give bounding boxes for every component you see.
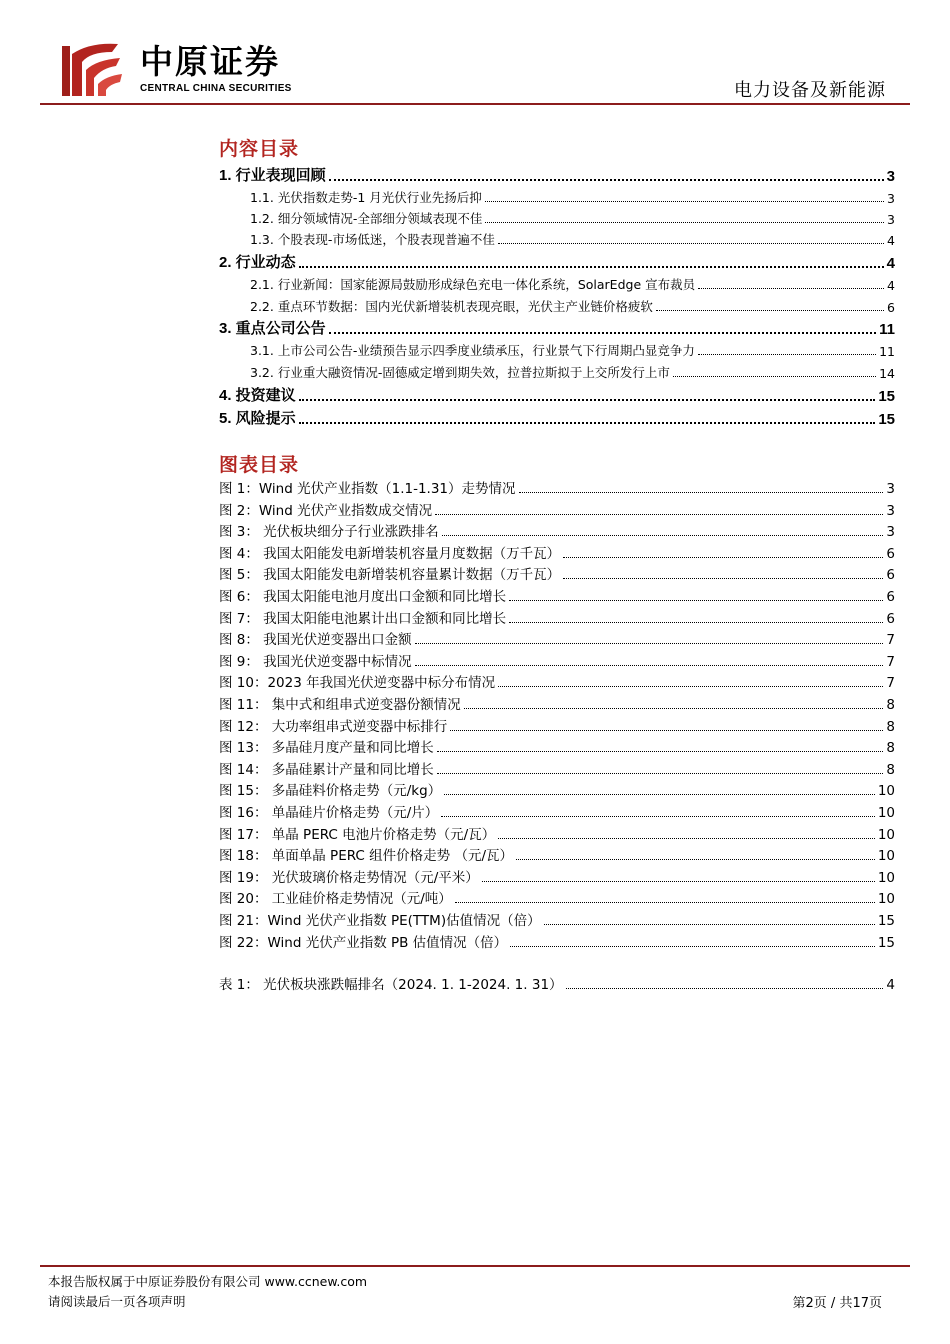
figure-list-item-page: 10	[877, 848, 895, 865]
toc-entry-section[interactable]	[250, 339, 895, 359]
dot-leader	[415, 665, 884, 666]
dot-leader	[698, 354, 876, 355]
figure-list-item-label: 图 6： 我国太阳能电池月度出口金额和同比增长	[219, 589, 507, 605]
figure-list-item-page: 3	[886, 481, 895, 497]
figure-list-item[interactable]	[219, 931, 895, 951]
dot-leader	[329, 332, 876, 334]
toc-entry-chapter-page: 3	[886, 168, 895, 185]
report-industry-title: 电力设备及新能源	[734, 80, 886, 101]
figure-list-item-page: 6	[886, 610, 895, 627]
toc-entry-chapter-label: 5. 风险提示	[219, 410, 296, 427]
figure-list-item-page: 3	[886, 524, 895, 541]
figure-list-item-label: 图 22：Wind 光伏产业指数 PB 估值情况（倍）	[219, 934, 508, 951]
toc-entry-section[interactable]	[250, 273, 895, 293]
toc-entry-chapter-page: 15	[878, 411, 895, 428]
figure-list-item-page: 8	[886, 697, 895, 713]
dot-leader	[563, 557, 883, 558]
figure-list-item-page: 8	[886, 718, 895, 735]
toc-entry-chapter[interactable]	[219, 406, 895, 428]
figure-list-item-label: 图 16： 单晶硅片价格走势（元/片）	[219, 805, 439, 821]
toc-entry-section[interactable]	[250, 295, 895, 315]
figure-list-item-page: 10	[877, 869, 895, 886]
dot-leader	[464, 708, 884, 709]
figure-list-item-page: 8	[886, 740, 895, 757]
figure-list-item[interactable]	[219, 909, 895, 929]
figure-list-item[interactable]	[219, 844, 895, 864]
table-list-item-page: 4	[886, 977, 895, 993]
figure-list-item[interactable]	[219, 628, 895, 648]
dot-leader	[329, 179, 884, 181]
figure-list-item[interactable]	[219, 499, 895, 519]
figure-list-item-label: 图 10：2023 年我国光伏逆变器中标分布情况	[219, 675, 496, 692]
toc-entry-section-page: 3	[887, 212, 895, 227]
company-logo	[60, 36, 320, 100]
dot-leader	[656, 310, 884, 311]
figure-list-item[interactable]	[219, 736, 895, 756]
figure-list-item-page: 7	[886, 653, 895, 670]
figure-list-item-label: 图 12： 大功率组串式逆变器中标排行	[219, 718, 448, 735]
toc-entry-section-label: 1.3. 个股表现-市场低迷，个股表现普遍不佳	[250, 232, 495, 247]
figure-list-item[interactable]	[219, 563, 895, 583]
dot-leader	[509, 622, 883, 623]
figure-list-item[interactable]	[219, 585, 895, 605]
figure-list-item[interactable]	[219, 671, 895, 691]
dot-leader	[485, 222, 884, 223]
figure-list-item[interactable]	[219, 715, 895, 735]
toc-entry-section[interactable]	[250, 186, 895, 206]
company-logo-english: CENTRAL CHINA SECURITIES	[140, 83, 292, 94]
figure-list-item-label: 图 17： 单晶 PERC 电池片价格走势（元/瓦）	[219, 826, 496, 843]
dot-leader	[442, 535, 884, 536]
dot-leader	[509, 600, 883, 601]
header-divider	[40, 103, 910, 105]
figure-list-item-page: 7	[886, 675, 895, 692]
figure-list-item-label: 图 14： 多晶硅累计产量和同比增长	[219, 761, 434, 778]
figure-list-item-page: 15	[877, 913, 895, 929]
figure-list-item-label: 图 9： 我国光伏逆变器中标情况	[219, 653, 412, 670]
footer-copyright: 本报告版权属于中原证券股份有限公司 www.ccnew.com	[48, 1274, 368, 1289]
toc-entry-chapter-page: 15	[878, 388, 895, 405]
dot-leader	[698, 288, 884, 289]
dot-leader	[498, 838, 875, 839]
figure-list-item-page: 6	[886, 545, 895, 562]
figure-list-item[interactable]	[219, 779, 895, 799]
figure-list-item-label: 图 7： 我国太阳能电池累计出口金额和同比增长	[219, 610, 507, 627]
figure-list-item-page: 10	[877, 805, 895, 821]
footer-divider	[40, 1265, 910, 1267]
toc-entry-chapter-label: 1. 行业表现回顾	[219, 167, 326, 184]
company-logo-icon	[60, 40, 130, 100]
dot-leader	[510, 946, 875, 947]
dot-leader	[415, 643, 884, 644]
dot-leader	[498, 686, 883, 687]
table-list-item[interactable]	[219, 973, 895, 993]
figure-list-item-page: 10	[877, 783, 895, 800]
figure-list-item-label: 图 18： 单面单晶 PERC 组件价格走势 （元/瓦）	[219, 848, 513, 865]
figure-list-item-page: 8	[886, 761, 895, 778]
toc-entry-section-label: 3.1. 上市公司公告-业绩预告显示四季度业绩承压，行业景气下行周期凸显竞争力	[250, 343, 695, 358]
company-logo-name: 中原证券	[140, 42, 280, 81]
toc-entry-section-page: 6	[887, 300, 895, 315]
dot-leader	[437, 773, 884, 774]
figure-list-item[interactable]	[219, 477, 895, 497]
toc-heading: 内容目录	[219, 138, 300, 160]
toc-entry-section[interactable]	[250, 361, 895, 381]
figure-list-item-label: 图 3： 光伏板块细分子行业涨跌排名	[219, 524, 439, 541]
toc-entry-section-label: 1.2. 细分领域情况-全部细分领域表现不佳	[250, 211, 483, 226]
footer-disclaimer: 请阅读最后一页各项声明	[48, 1294, 186, 1309]
figure-list-item-label: 图 5： 我国太阳能发电新增装机容量累计数据（万千瓦）	[219, 567, 561, 584]
toc-entry-chapter[interactable]	[219, 316, 895, 338]
toc-entry-chapter-page: 11	[879, 321, 895, 338]
figure-list-item[interactable]	[219, 887, 895, 907]
dot-leader	[673, 376, 876, 377]
dot-leader	[516, 859, 875, 860]
toc-entry-chapter[interactable]	[219, 163, 895, 185]
dot-leader	[519, 492, 884, 493]
figure-list-item[interactable]	[219, 758, 895, 778]
dot-leader	[482, 881, 875, 882]
dot-leader	[450, 730, 883, 731]
figure-list-item-page: 3	[886, 502, 895, 519]
toc-entry-section-label: 2.1. 行业新闻：国家能源局鼓励形成绿色充电一体化系统，SolarEdge 宣布裁员	[250, 277, 696, 292]
page-number: 第2页 / 共17页	[792, 1296, 882, 1311]
toc-entry-section-label: 1.1. 光伏指数走势-1 月光伏行业先扬后抑	[250, 190, 482, 205]
toc-entry-section-label: 3.2. 行业重大融资情况-固德威定增到期失效，拉普拉斯拟于上交所发行上市	[250, 365, 670, 380]
toc-entry-chapter-label: 2. 行业动态	[219, 254, 296, 271]
dot-leader	[563, 578, 883, 579]
figure-list-item[interactable]	[219, 801, 895, 821]
figure-list-item[interactable]	[219, 866, 895, 886]
toc-entry-chapter[interactable]	[219, 383, 895, 405]
dot-leader	[566, 988, 884, 989]
figure-list-item-label: 图 8： 我国光伏逆变器出口金额	[219, 632, 412, 649]
toc-entry-section-label: 2.2. 重点环节数据：国内光伏新增装机表现亮眼，光伏主产业链价格疲软	[250, 299, 653, 314]
dot-leader	[485, 201, 884, 202]
toc-entry-section-page: 11	[879, 344, 895, 359]
figure-list-item-label: 图 2：Wind 光伏产业指数成交情况	[219, 502, 433, 519]
figure-list-item[interactable]	[219, 823, 895, 843]
figure-list-item-page: 6	[886, 589, 895, 605]
figure-list-item-page: 10	[877, 891, 895, 908]
dot-leader	[299, 399, 876, 401]
toc-entry-section-page: 4	[887, 278, 895, 293]
figure-list-item-label: 图 11： 集中式和组串式逆变器份额情况	[219, 697, 461, 713]
figure-list-item[interactable]	[219, 693, 895, 713]
figure-list-item-page: 6	[886, 567, 895, 584]
dot-leader	[299, 266, 884, 268]
figure-list-item-label: 图 19： 光伏玻璃价格走势情况（元/平米）	[219, 869, 479, 886]
dot-leader	[435, 514, 883, 515]
figure-list-item-page: 10	[877, 826, 895, 843]
figure-list-item[interactable]	[219, 542, 895, 562]
figure-list-item[interactable]	[219, 650, 895, 670]
dot-leader	[544, 924, 875, 925]
toc-entry-chapter-label: 4. 投资建议	[219, 387, 296, 404]
figure-list-item-label: 图 20： 工业硅价格走势情况（元/吨）	[219, 891, 452, 908]
toc-entry-chapter-label: 3. 重点公司公告	[219, 320, 326, 337]
dot-leader	[498, 243, 884, 244]
figure-list-item[interactable]	[219, 520, 895, 540]
figure-list-item-label: 图 4： 我国太阳能发电新增装机容量月度数据（万千瓦）	[219, 545, 561, 562]
figure-list-item-label: 图 21：Wind 光伏产业指数 PE(TTM)估值情况（倍）	[219, 913, 541, 929]
dot-leader	[437, 751, 884, 752]
dot-leader	[455, 902, 875, 903]
toc-entry-chapter-page: 4	[886, 255, 895, 272]
figure-list-item-label: 图 1：Wind 光伏产业指数（1.1-1.31）走势情况	[219, 481, 516, 497]
figure-list-heading: 图表目录	[219, 454, 300, 476]
figure-list-item-label: 图 15： 多晶硅料价格走势（元/kg）	[219, 783, 442, 800]
figure-list-item-page: 15	[877, 934, 895, 951]
toc-entry-section-page: 14	[879, 366, 895, 381]
table-list-item-label: 表 1： 光伏板块涨跌幅排名（2024. 1. 1-2024. 1. 31）	[219, 977, 563, 993]
dot-leader	[444, 794, 875, 795]
toc-entry-section-page: 3	[887, 191, 895, 206]
toc-entry-chapter[interactable]	[219, 250, 895, 272]
figure-list-item-label: 图 13： 多晶硅月度产量和同比增长	[219, 740, 434, 757]
toc-entry-section-page: 4	[887, 233, 895, 248]
dot-leader	[441, 816, 875, 817]
dot-leader	[299, 422, 876, 424]
toc-entry-section[interactable]	[250, 207, 895, 227]
figure-list-item-page: 7	[886, 632, 895, 649]
figure-list-item[interactable]	[219, 607, 895, 627]
toc-entry-section[interactable]	[250, 228, 895, 248]
